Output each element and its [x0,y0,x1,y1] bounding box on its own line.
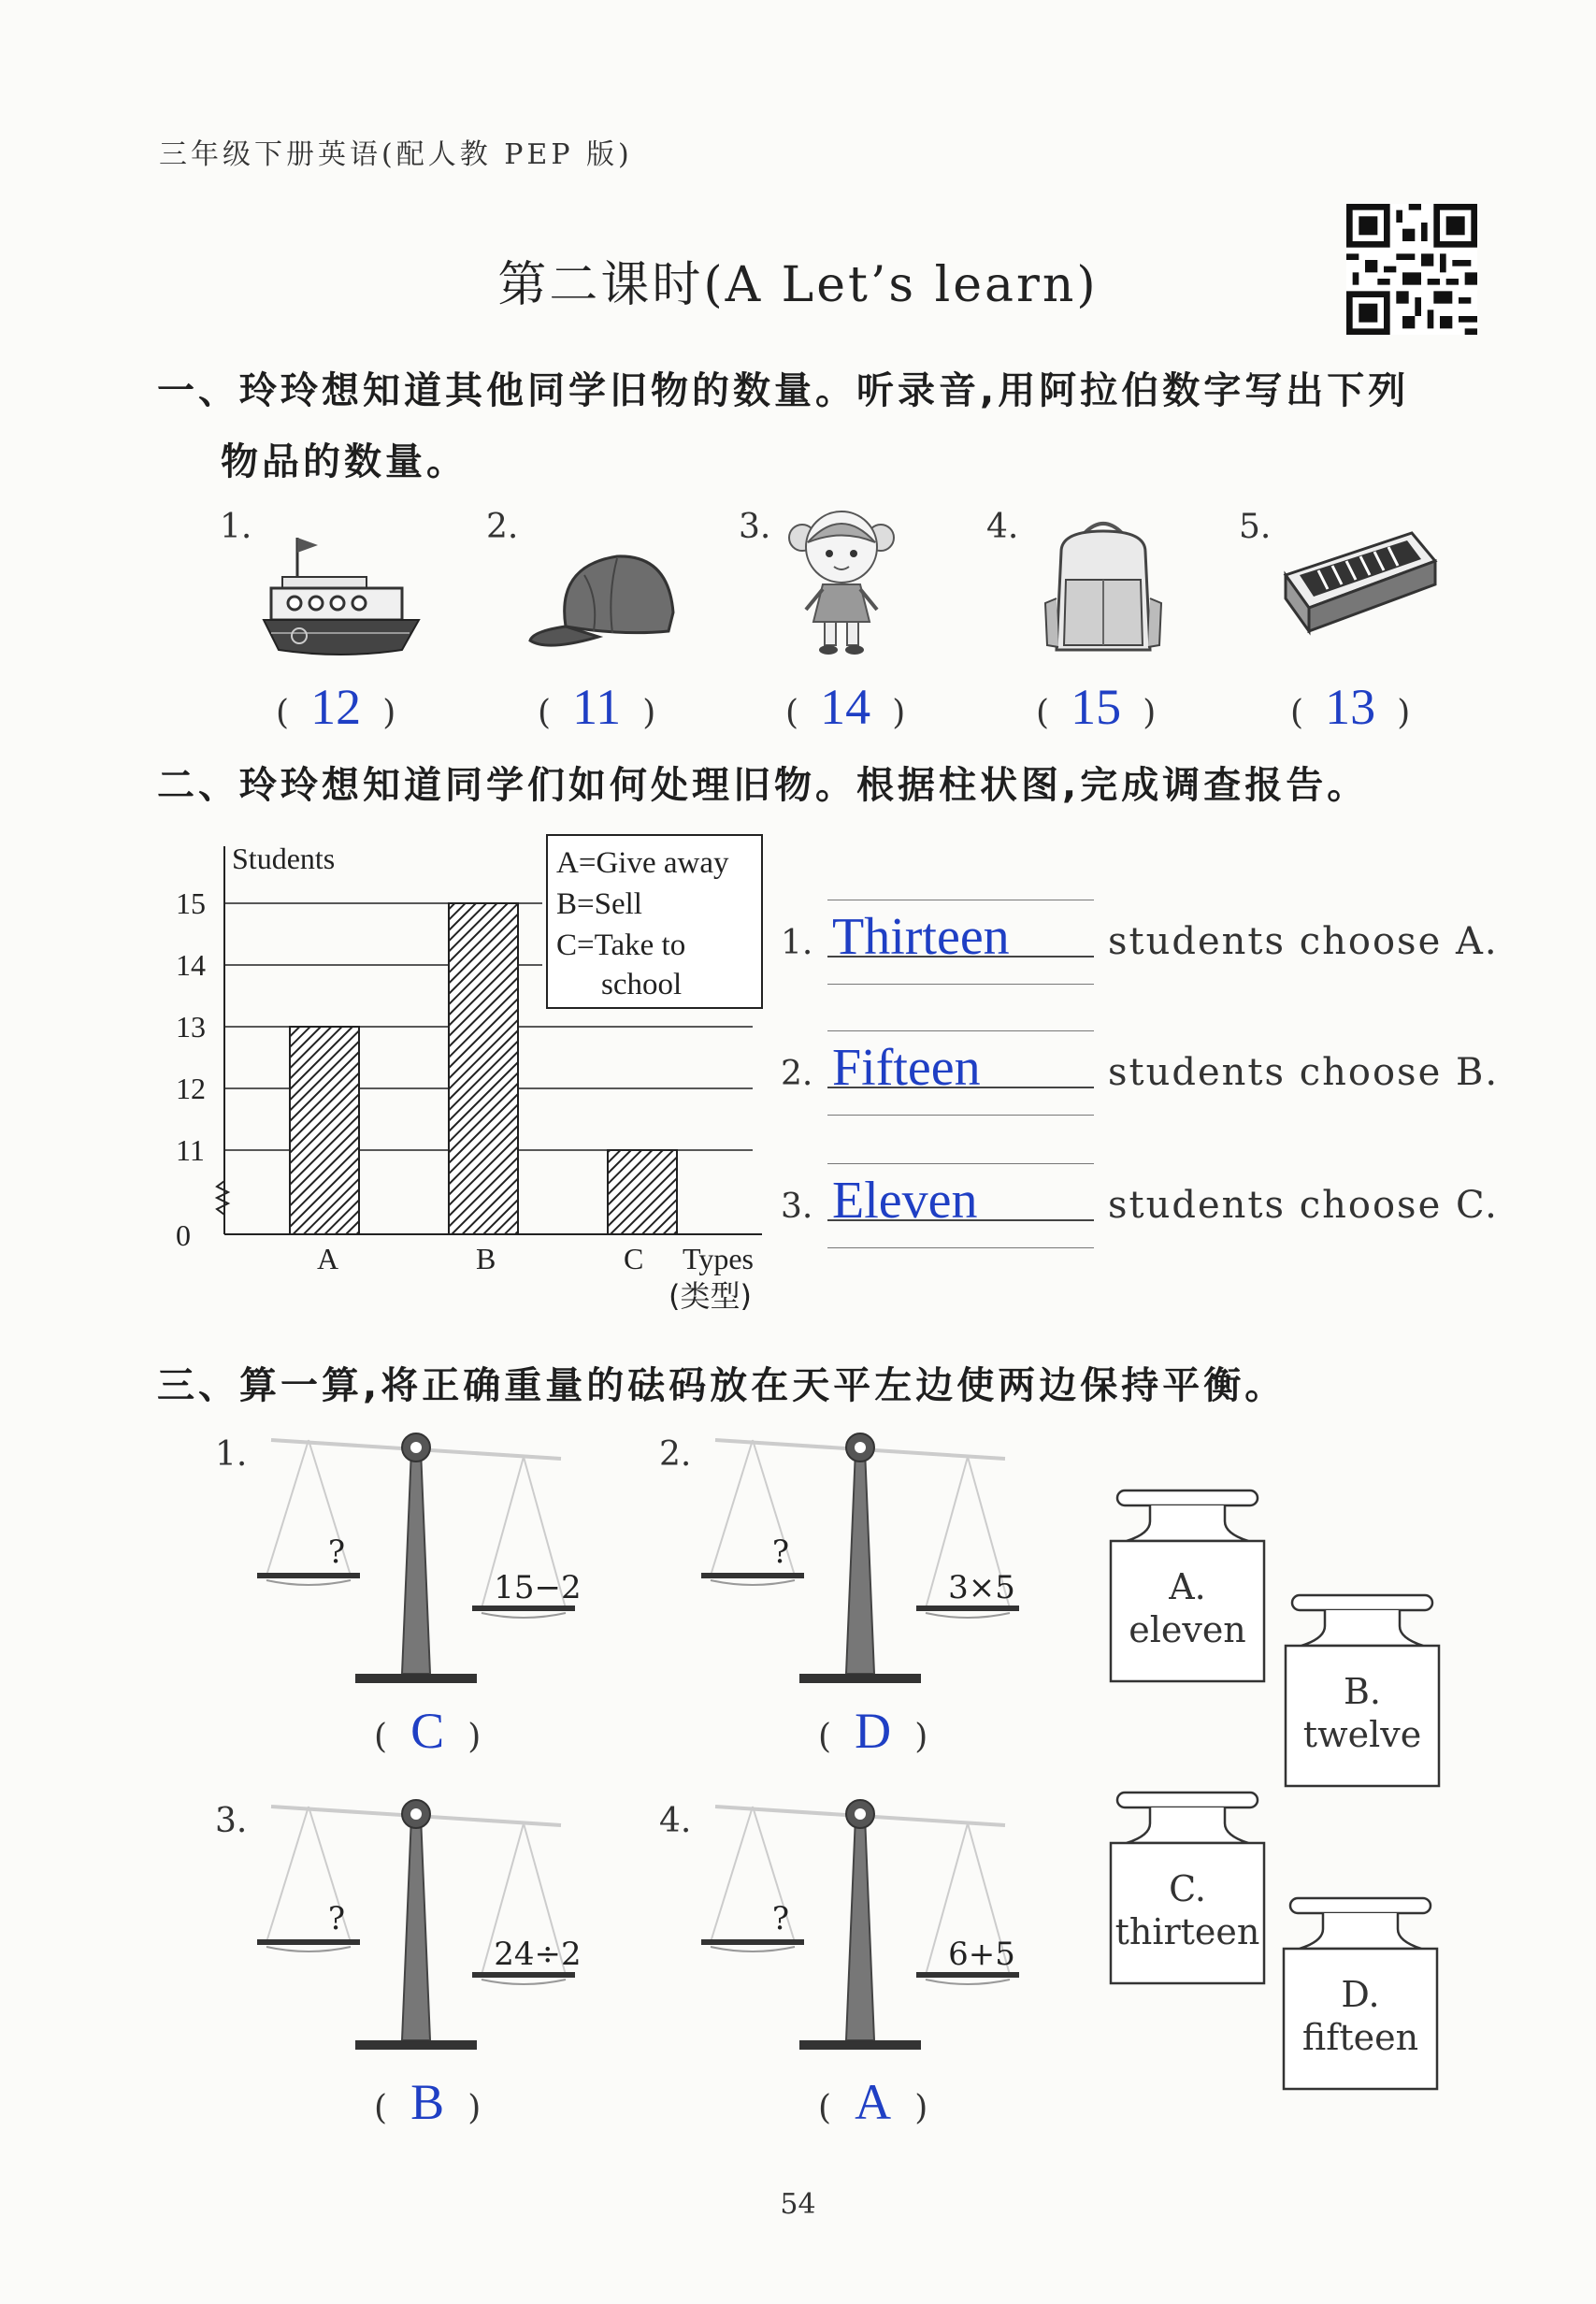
scale-problem-4: 4. ? 6+5 ( A ) [659,1788,1052,2106]
x-axis-label-cn: (类型) [669,1278,752,1314]
bar-c [608,1150,677,1234]
section3-heading: 三、算一算,将正确重量的砝码放在天平左边使两边保持平衡。 [157,1364,1287,1407]
legend-item-b: B=Sell [556,887,642,921]
answer-value: Eleven [832,1172,978,1230]
left-pan-value: ? [327,1900,346,1937]
legend-item-c-cont: school [601,968,683,1001]
bar-b [449,903,518,1234]
doll-icon [785,505,898,659]
backpack-icon [1038,514,1169,659]
left-pan-value: ? [771,1534,790,1571]
ship-icon [262,528,421,659]
section1-heading: 一、玲玲想知道其他同学旧物的数量。听录音,用阿拉伯数字写出下列 [157,369,1410,412]
answer-value: D [855,1703,892,1759]
right-pan-expression: 3×5 [948,1569,1015,1606]
weight-a[interactable]: A. eleven [1108,1489,1267,1685]
right-pan-expression: 24÷2 [494,1936,582,1973]
weight-b[interactable]: B. twelve [1283,1593,1442,1790]
balance-scale-icon [697,1421,1033,1702]
x-tick-label: A [317,1242,339,1275]
left-pan-value: ? [327,1534,346,1571]
answer-slot-3[interactable]: ( 14 ) [785,679,906,735]
answer-value: C [410,1703,445,1759]
x-tick-label: C [624,1242,644,1275]
answer-slot-scale-3[interactable]: ( B ) [374,2074,482,2130]
item-number: 2. [486,508,519,546]
x-axis-label: Types [683,1242,754,1275]
item-number: 3. [739,508,771,546]
bar-chart [159,828,795,1332]
balance-scale-icon [252,1421,589,1702]
right-pan-expression: 15−2 [494,1569,582,1606]
lesson-title: 第二课时(A Let’s learn) [497,257,1099,313]
answer-value: Fifteen [832,1039,981,1097]
answer-value: 15 [1071,679,1122,735]
legend-item-a: A=Give away [556,846,729,880]
answer-value: 11 [572,679,622,735]
answer-slot-4[interactable]: ( 15 ) [1036,679,1157,735]
answer-value: B [410,2074,445,2130]
book-header: 三年级下册英语(配人教 PEP 版) [159,138,633,171]
page-number: 54 [780,2188,816,2221]
answer-value: 13 [1325,679,1376,735]
scale-problem-2: 2. ? 3×5 ( D ) [659,1421,1052,1739]
item-number: 4. [986,508,1019,546]
cap-icon [528,547,687,655]
right-pan-expression: 6+5 [948,1936,1015,1973]
bar-a [290,1027,359,1234]
y-tick-label: 12 [176,1072,206,1105]
axis-break-icon [217,1181,228,1215]
section2-heading: 二、玲玲想知道同学们如何处理旧物。根据柱状图,完成调查报告。 [157,764,1369,807]
y-tick-label: 11 [176,1133,205,1167]
item-number: 5. [1239,508,1272,546]
answer-slot-scale-4[interactable]: ( A ) [818,2074,928,2130]
keyboard-icon [1281,524,1440,655]
y-tick-label: 14 [176,948,206,982]
left-pan-value: ? [771,1900,790,1937]
answer-value: 12 [310,679,362,735]
answer-value: 14 [820,679,871,735]
weight-d[interactable]: D. fifteen [1281,1896,1440,2093]
balance-scale-icon [252,1788,589,2068]
answer-slot-5[interactable]: ( 13 ) [1290,679,1411,735]
answer-slot-scale-2[interactable]: ( D ) [818,1703,928,1759]
legend-item-c: C=Take to [556,929,686,962]
answer-slot-2[interactable]: ( 11 ) [538,679,656,735]
y-tick-label: 13 [176,1010,206,1044]
y-tick-label: 15 [176,886,206,920]
scale-problem-1: 1. ? 15−2 ( C ) [215,1421,608,1739]
weight-c[interactable]: C. thirteen [1108,1791,1267,1987]
balance-scale-icon [697,1788,1033,2068]
section1-items [0,0,1596,748]
answer-value: A [855,2074,892,2130]
y-tick-label: 0 [176,1218,191,1252]
x-tick-label: B [476,1242,496,1275]
answer-slot-scale-1[interactable]: ( C ) [374,1703,482,1759]
scale-problem-3: 3. ? 24÷2 ( B ) [215,1788,608,2106]
section1-heading-cont: 物品的数量。 [221,440,467,483]
answer-value: Thirteen [832,908,1010,966]
answer-slot-1[interactable]: ( 12 ) [276,679,396,735]
y-axis-label: Students [232,842,336,875]
item-number: 1. [220,508,252,546]
